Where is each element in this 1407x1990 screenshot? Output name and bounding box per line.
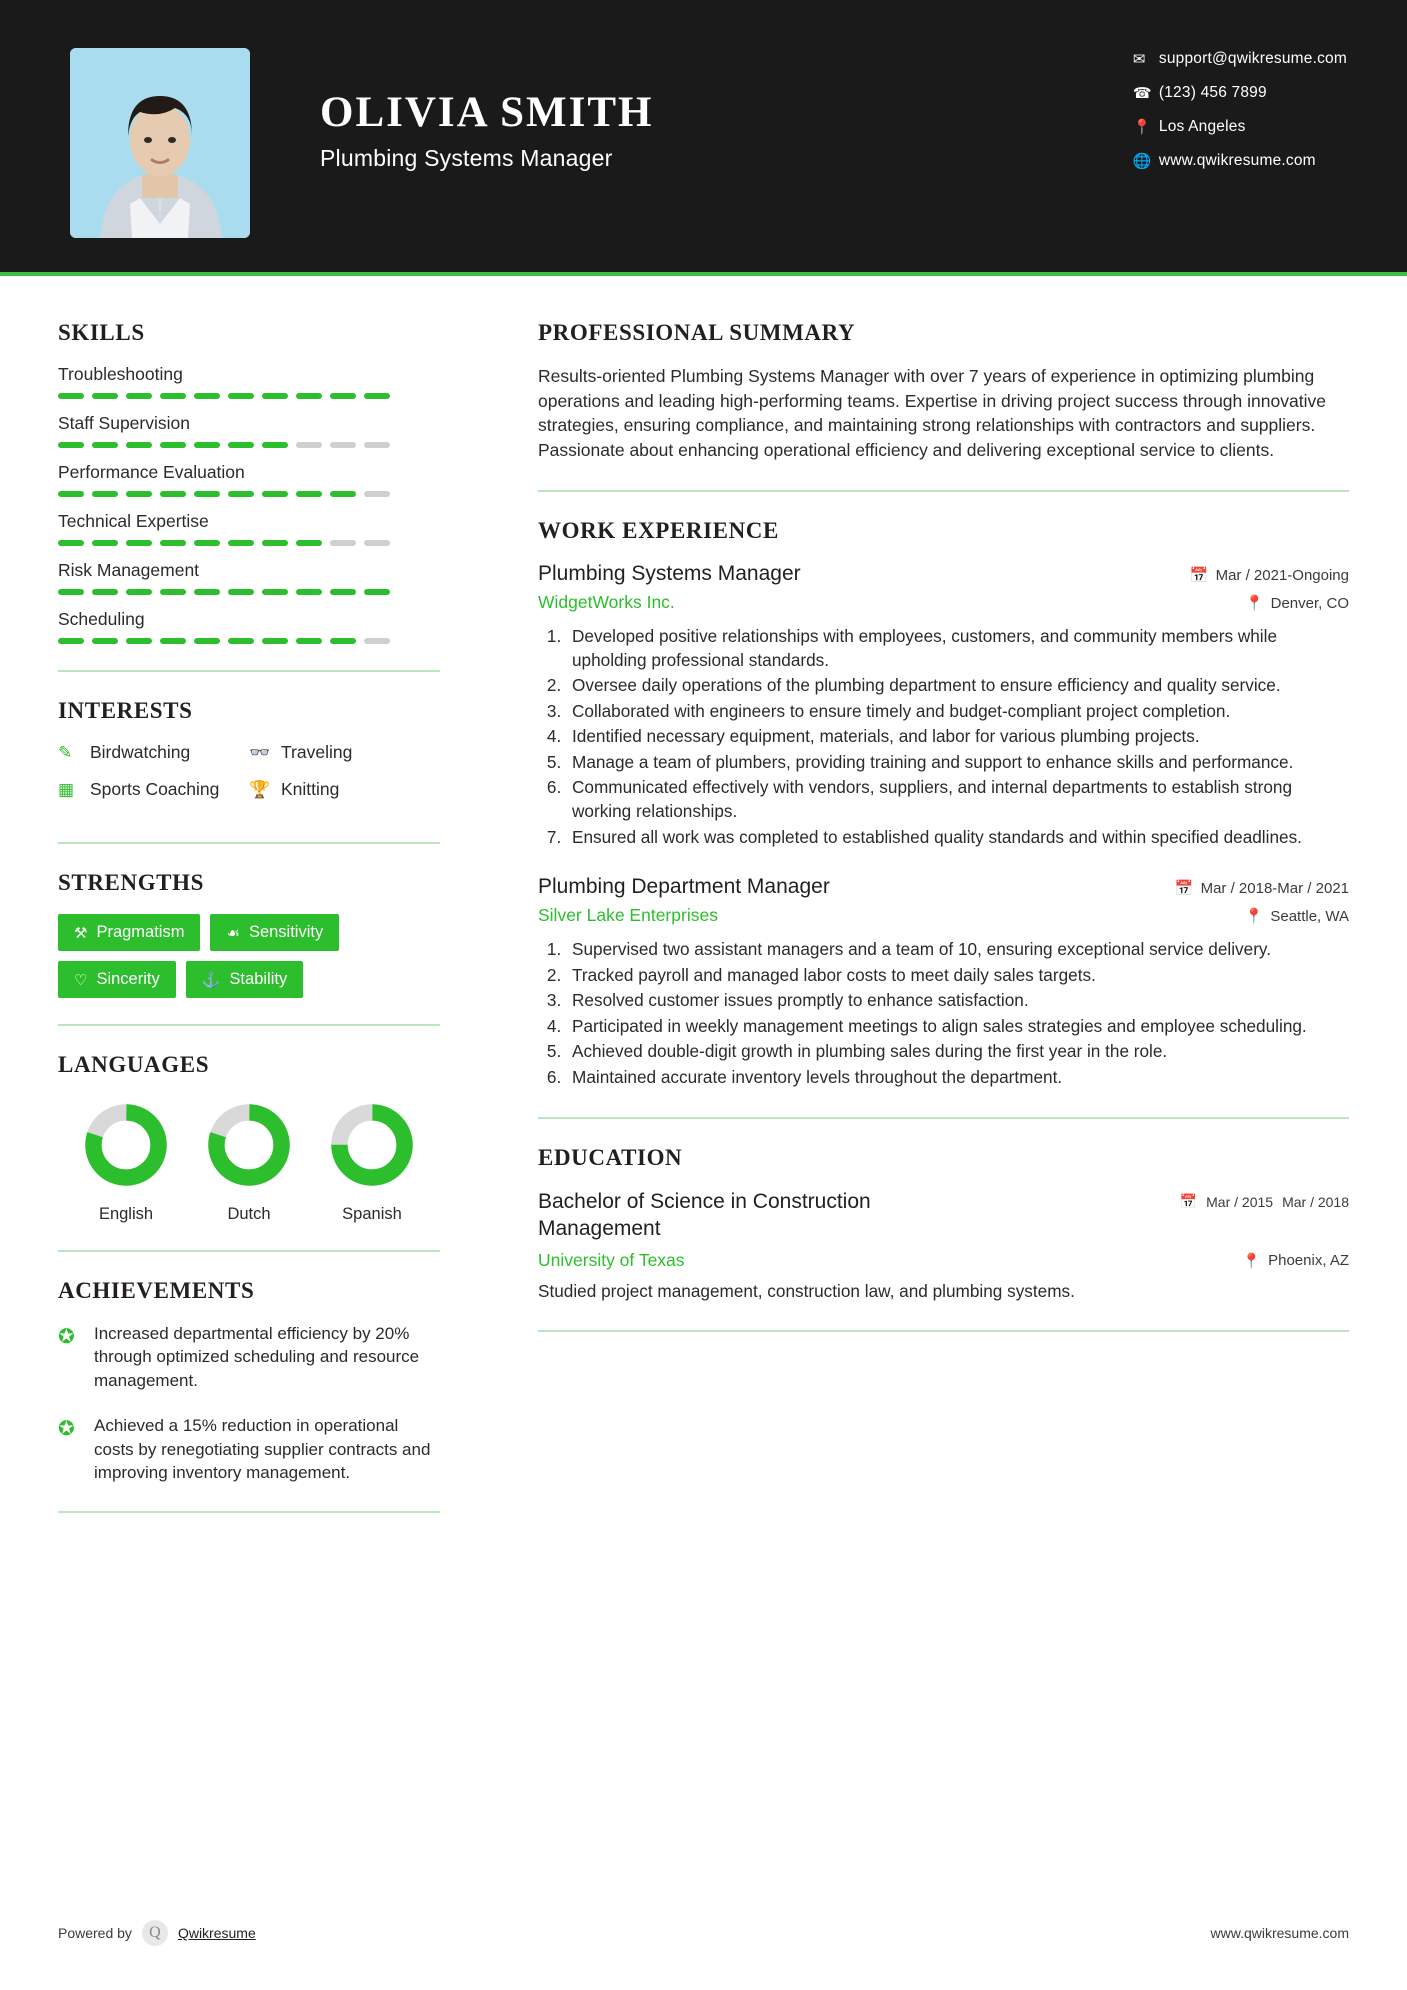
interest-label: Birdwatching [90,742,191,762]
calendar-icon: 📅 [1174,880,1194,898]
duty-item: 3. Resolved customer issues promptly to enhance satisfaction. [566,989,1349,1013]
achievement-item [58,1322,440,1392]
divider [58,670,440,672]
candidate-title: Plumbing Systems Manager [320,145,613,171]
language-label: Spanish [342,1205,402,1223]
anchor-icon: ⚓ [201,971,221,989]
job-dates [1175,879,1349,897]
calendar-icon: 📅 [1179,1193,1198,1210]
candidate-name: OLIVIA SMITH [320,89,654,136]
interest-label: Traveling [281,742,353,762]
powered-by-label: Powered by [58,1925,132,1941]
skills-heading: SKILLS [58,320,145,345]
skill-item [58,364,440,399]
duty-item: 4. Identified necessary equipment, materials, and labor for various plumbing projects. [566,725,1349,749]
summary-text: Results-oriented Plumbing Systems Manager with over 7 years of experience in optimizing plumbing operations and leading high-performing teams. Expertise in driving project success through innovative strategies, ensuring compliance, and maintaining strong relationships with contractors and suppliers. Passionate about enhancing operational efficiency and delivering exceptional service to clients. [538,366,1326,460]
strength-chip [210,914,339,951]
interest-label: Sports Coaching [90,779,220,799]
interest-item [58,779,249,800]
job-company: Silver Lake Enterprises [538,905,718,926]
job-entry [538,875,1349,1089]
education-degree: Bachelor of Science in Construction Management [538,1190,871,1240]
education-school: University of Texas [538,1249,685,1270]
divider [58,842,440,844]
strengths-heading: STRENGTHS [58,870,205,895]
strength-chip [58,914,200,951]
skill-label: Performance Evaluation [58,462,245,482]
skill-rating [58,491,440,497]
binoculars-icon: 👓 [249,742,271,762]
contact-website-text: www.qwikresume.com [1158,152,1316,169]
leaf-icon: ☙ [226,924,240,942]
job-dates-text: Mar / 2021-Ongoing [1215,566,1349,584]
interests-list [58,742,440,816]
skill-rating [58,638,440,644]
skill-rating [58,393,440,399]
divider [58,1024,440,1026]
location-pin-icon: 📍 [1244,595,1264,612]
resume-header [0,0,1407,272]
skill-label: Troubleshooting [58,364,183,384]
job-dates [1190,566,1349,584]
interest-item [249,742,440,763]
duty-item: 5. Manage a team of plumbers, providing training and support to enhance skills and performance. [566,751,1349,775]
star-badge-icon: ✪ [58,1326,75,1348]
skill-item [58,511,440,546]
job-location-text: Seattle, WA [1270,907,1349,925]
divider [58,1250,440,1252]
calendar-icon: 📅 [1189,567,1209,584]
star-badge-icon: ✪ [58,1418,75,1441]
duty-item: 6. Communicated effectively with vendors, suppliers, and internal departments to establish strong working relationships. [566,776,1349,823]
duty-item: 2. Tracked payroll and managed labor costs to meet daily sales targets. [566,964,1349,988]
contact-phone[interactable] [1133,84,1347,102]
skill-item [58,413,440,448]
job-location-text: Denver, CO [1270,594,1349,612]
name-block [320,48,653,172]
language-donut-chart [206,1102,292,1188]
divider [538,1330,1349,1332]
skill-label: Staff Supervision [58,413,190,433]
achievement-text: Increased departmental efficiency by 20% through optimized scheduling and resource management. [94,1324,420,1390]
strength-chip [58,961,176,998]
skill-item [58,462,440,497]
job-location [1245,907,1349,925]
education-location-text: Phoenix, AZ [1268,1252,1349,1270]
languages-list [58,1096,440,1224]
achievement-text: Achieved a 15% reduction in operational costs by renegotiating supplier contracts and improving inventory management. [94,1416,431,1483]
language-donut-chart [329,1102,415,1188]
interest-item [58,742,249,763]
skill-rating [58,589,440,595]
sidebar [0,276,500,1539]
envelope-icon: ✉ [1132,51,1146,68]
strengths-list [58,914,440,998]
contact-location [1133,118,1347,136]
skill-rating [58,540,440,546]
divider [58,1511,440,1513]
interest-label: Knitting [281,779,340,799]
strength-label: Pragmatism [96,923,185,941]
strength-label: Sincerity [96,970,160,988]
hammer-icon: ⚒ [74,924,88,942]
achievements-heading: ACHIEVEMENTS [58,1278,255,1303]
phone-icon: ☎ [1132,85,1152,102]
skill-item [58,560,440,595]
strength-chip [186,961,303,998]
experience-heading: WORK EXPERIENCE [538,518,779,543]
powered-by [58,1920,256,1946]
heart-icon: ♡ [74,971,88,989]
language-item [189,1102,309,1224]
job-location [1245,594,1349,612]
job-role: Plumbing Systems Manager [538,562,801,585]
globe-icon: 🌐 [1132,153,1152,170]
contact-website[interactable] [1133,152,1347,170]
profile-photo [70,48,250,238]
duty-item: 6. Maintained accurate inventory levels throughout the department. [566,1066,1349,1090]
divider [538,1117,1349,1119]
contact-phone-text: (123) 456 7899 [1158,84,1267,101]
interest-item [249,779,440,800]
contact-location-text: Los Angeles [1158,118,1246,135]
contact-email-text: support@qwikresume.com [1158,50,1347,67]
location-pin-icon: 📍 [1132,119,1152,136]
summary-heading: PROFESSIONAL SUMMARY [538,320,856,345]
achievements-list [58,1322,440,1485]
skill-item [58,609,440,644]
language-item [312,1102,432,1224]
job-company: WidgetWorks Inc. [538,592,675,612]
strength-label: Sensitivity [248,923,324,941]
footer-website[interactable]: www.qwikresume.com [1210,1925,1349,1941]
education-heading: EDUCATION [538,1145,683,1171]
skill-label: Risk Management [58,560,200,580]
strength-label: Stability [229,970,288,988]
education-description: Studied project management, construction law, and plumbing systems. [538,1280,1075,1301]
achievement-item [58,1414,440,1484]
skill-label: Scheduling [58,609,145,629]
job-duties [566,938,1349,1089]
skills-list [58,364,440,644]
trophy-icon: 🏆 [249,779,271,799]
job-role: Plumbing Department Manager [538,875,830,899]
skill-label: Technical Expertise [58,511,209,531]
language-item [66,1102,186,1224]
clipboard-icon: ▦ [58,779,75,799]
qwikresume-logo-icon: Q [142,1920,168,1946]
job-duties [566,625,1349,849]
duty-item: 7. Ensured all work was completed to established quality standards and within specified deadlines. [566,826,1349,850]
languages-heading: LANGUAGES [58,1052,210,1077]
job-entry [538,562,1349,849]
skill-rating [58,442,440,448]
education-start-date: Mar / 2015 [1206,1193,1274,1210]
language-label: Dutch [227,1205,271,1223]
job-dates-text: Mar / 2018-Mar / 2021 [1200,879,1349,897]
interests-heading: INTERESTS [58,698,193,723]
duty-item: 5. Achieved double-digit growth in plumbing sales during the first year in the role. [566,1040,1349,1064]
duty-item: 2. Oversee daily operations of the plumbing department to ensure efficiency and quality service. [566,674,1349,698]
qwikresume-brand-link[interactable]: Qwikresume [177,1925,256,1941]
language-label: English [98,1205,154,1223]
contact-email[interactable] [1133,50,1347,68]
duty-item: 1. Supervised two assistant managers and a team of 10, ensuring exceptional service delivery. [566,938,1349,962]
duty-item: 3. Collaborated with engineers to ensure timely and budget-compliant project completion. [566,700,1349,724]
page-footer [58,1920,1349,1946]
language-donut-chart [83,1102,169,1188]
pen-square-icon: ✎ [58,742,73,762]
main-content [500,276,1407,1539]
education-location [1242,1252,1349,1270]
duty-item: 4. Participated in weekly management meetings to align sales strategies and employee scheduling. [566,1015,1349,1039]
education-dates [1180,1189,1349,1210]
education-end-date: Mar / 2018 [1282,1193,1349,1210]
location-pin-icon: 📍 [1242,1252,1262,1270]
location-pin-icon: 📍 [1244,908,1264,926]
divider [538,490,1349,492]
contact-list [1133,50,1347,186]
education-entry [538,1189,1349,1302]
duty-item: 1. Developed positive relationships with employees, customers, and community members while upholding professional standards. [566,625,1349,672]
